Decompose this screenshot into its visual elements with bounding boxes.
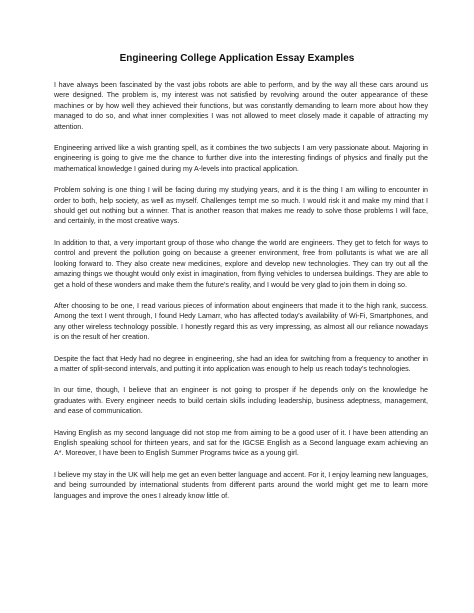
paragraph-changing-world: In addition to that, a very important group of those who change the world are engineers. They get to fetch for ways to control and prevent the pollution going on because a greener environment, free from pollutants is what we are all looking forward to. They also create new medicines, explore and develop new technologies. They can try out all the amazing things we thought would only exist in imagination, from flying vehicles to undersea buildings. They are able to get a hold of these wonders and make them the future's reality, and I would be very glad to join them in doing so. [54, 238, 428, 289]
paragraph-engineer-skills: In our time, though, I believe that an engineer is not going to prosper if he depends only on the knowledge he graduates with. Every engineer needs to build certain skills including leadership, business adeptness, management, and ease of communication. [54, 386, 428, 416]
paragraph-problem-solving: Problem solving is one thing I will be facing during my studying years, and it is the thing I am willing to encounter in order to both, help society, as well as myself. Challenges tempt me so much. I would risk it and make my mind that I should get out nothing but a winner. That is another reason that makes me ready to solve those problems I will face, and certainly, in the most creative ways. [54, 186, 428, 226]
paragraph-hedy-lamarr: After choosing to be one, I read various pieces of information about engineers that made it to the high rank, success. Among the text I went through, I found Hedy Lamarr, who has affected today's availability of Wi-Fi, Smartphones, and any other wireless technology possible. I honestly regard this as very impressing, as almost all our reliance nowadays is on the result of her creation. [54, 301, 428, 342]
paragraph-engineering-spell: Engineering arrived like a wish granting spell, as it combines the two subjects I am very passionate about. Majoring in engineering is going to give me the chance to further dive into the interesting findings of physics and finally put the mathematical knowledge I gained during my A-levels into practical application. [54, 144, 428, 173]
paragraph-english-language: Having English as my second language did not stop me from aiming to be a good user of it. I have been attending an English speaking school for thirteen years, and sat for the IGCSE English as a Second language exam achieving an A*. Moreover, I have been to English Summer Programs twice as a young girl. [54, 428, 428, 458]
document-body [54, 80, 428, 512]
document-title: Engineering College Application Essay Examples [119, 53, 355, 64]
paragraph-uk-stay: I believe my stay in the UK will help me get an even better language and accent. For it, I enjoy learning new languages, and being surrounded by international students from different parts around the world might get me to learn more languages and improve the ones I already know little of. [54, 470, 428, 500]
paragraph-fascination: I have always been fascinated by the vast jobs robots are able to perform, and by the way all these cars around us were designed. The problem is, my interest was not satisfied by revolving around the outer appearance of these machines or by how well they achieved their functions, but was constantly demanding to learn more about how they managed to do so, and what inner complexities I was not allowed to meet closely made it capable of attracting my attention. [54, 81, 428, 131]
paragraph-frequency-switching: Despite the fact that Hedy had no degree in engineering, she had an idea for switching from a frequency to another in a matter of split-second intervals, and putting it into application was enough to help us reach today's technologies. [54, 354, 428, 373]
